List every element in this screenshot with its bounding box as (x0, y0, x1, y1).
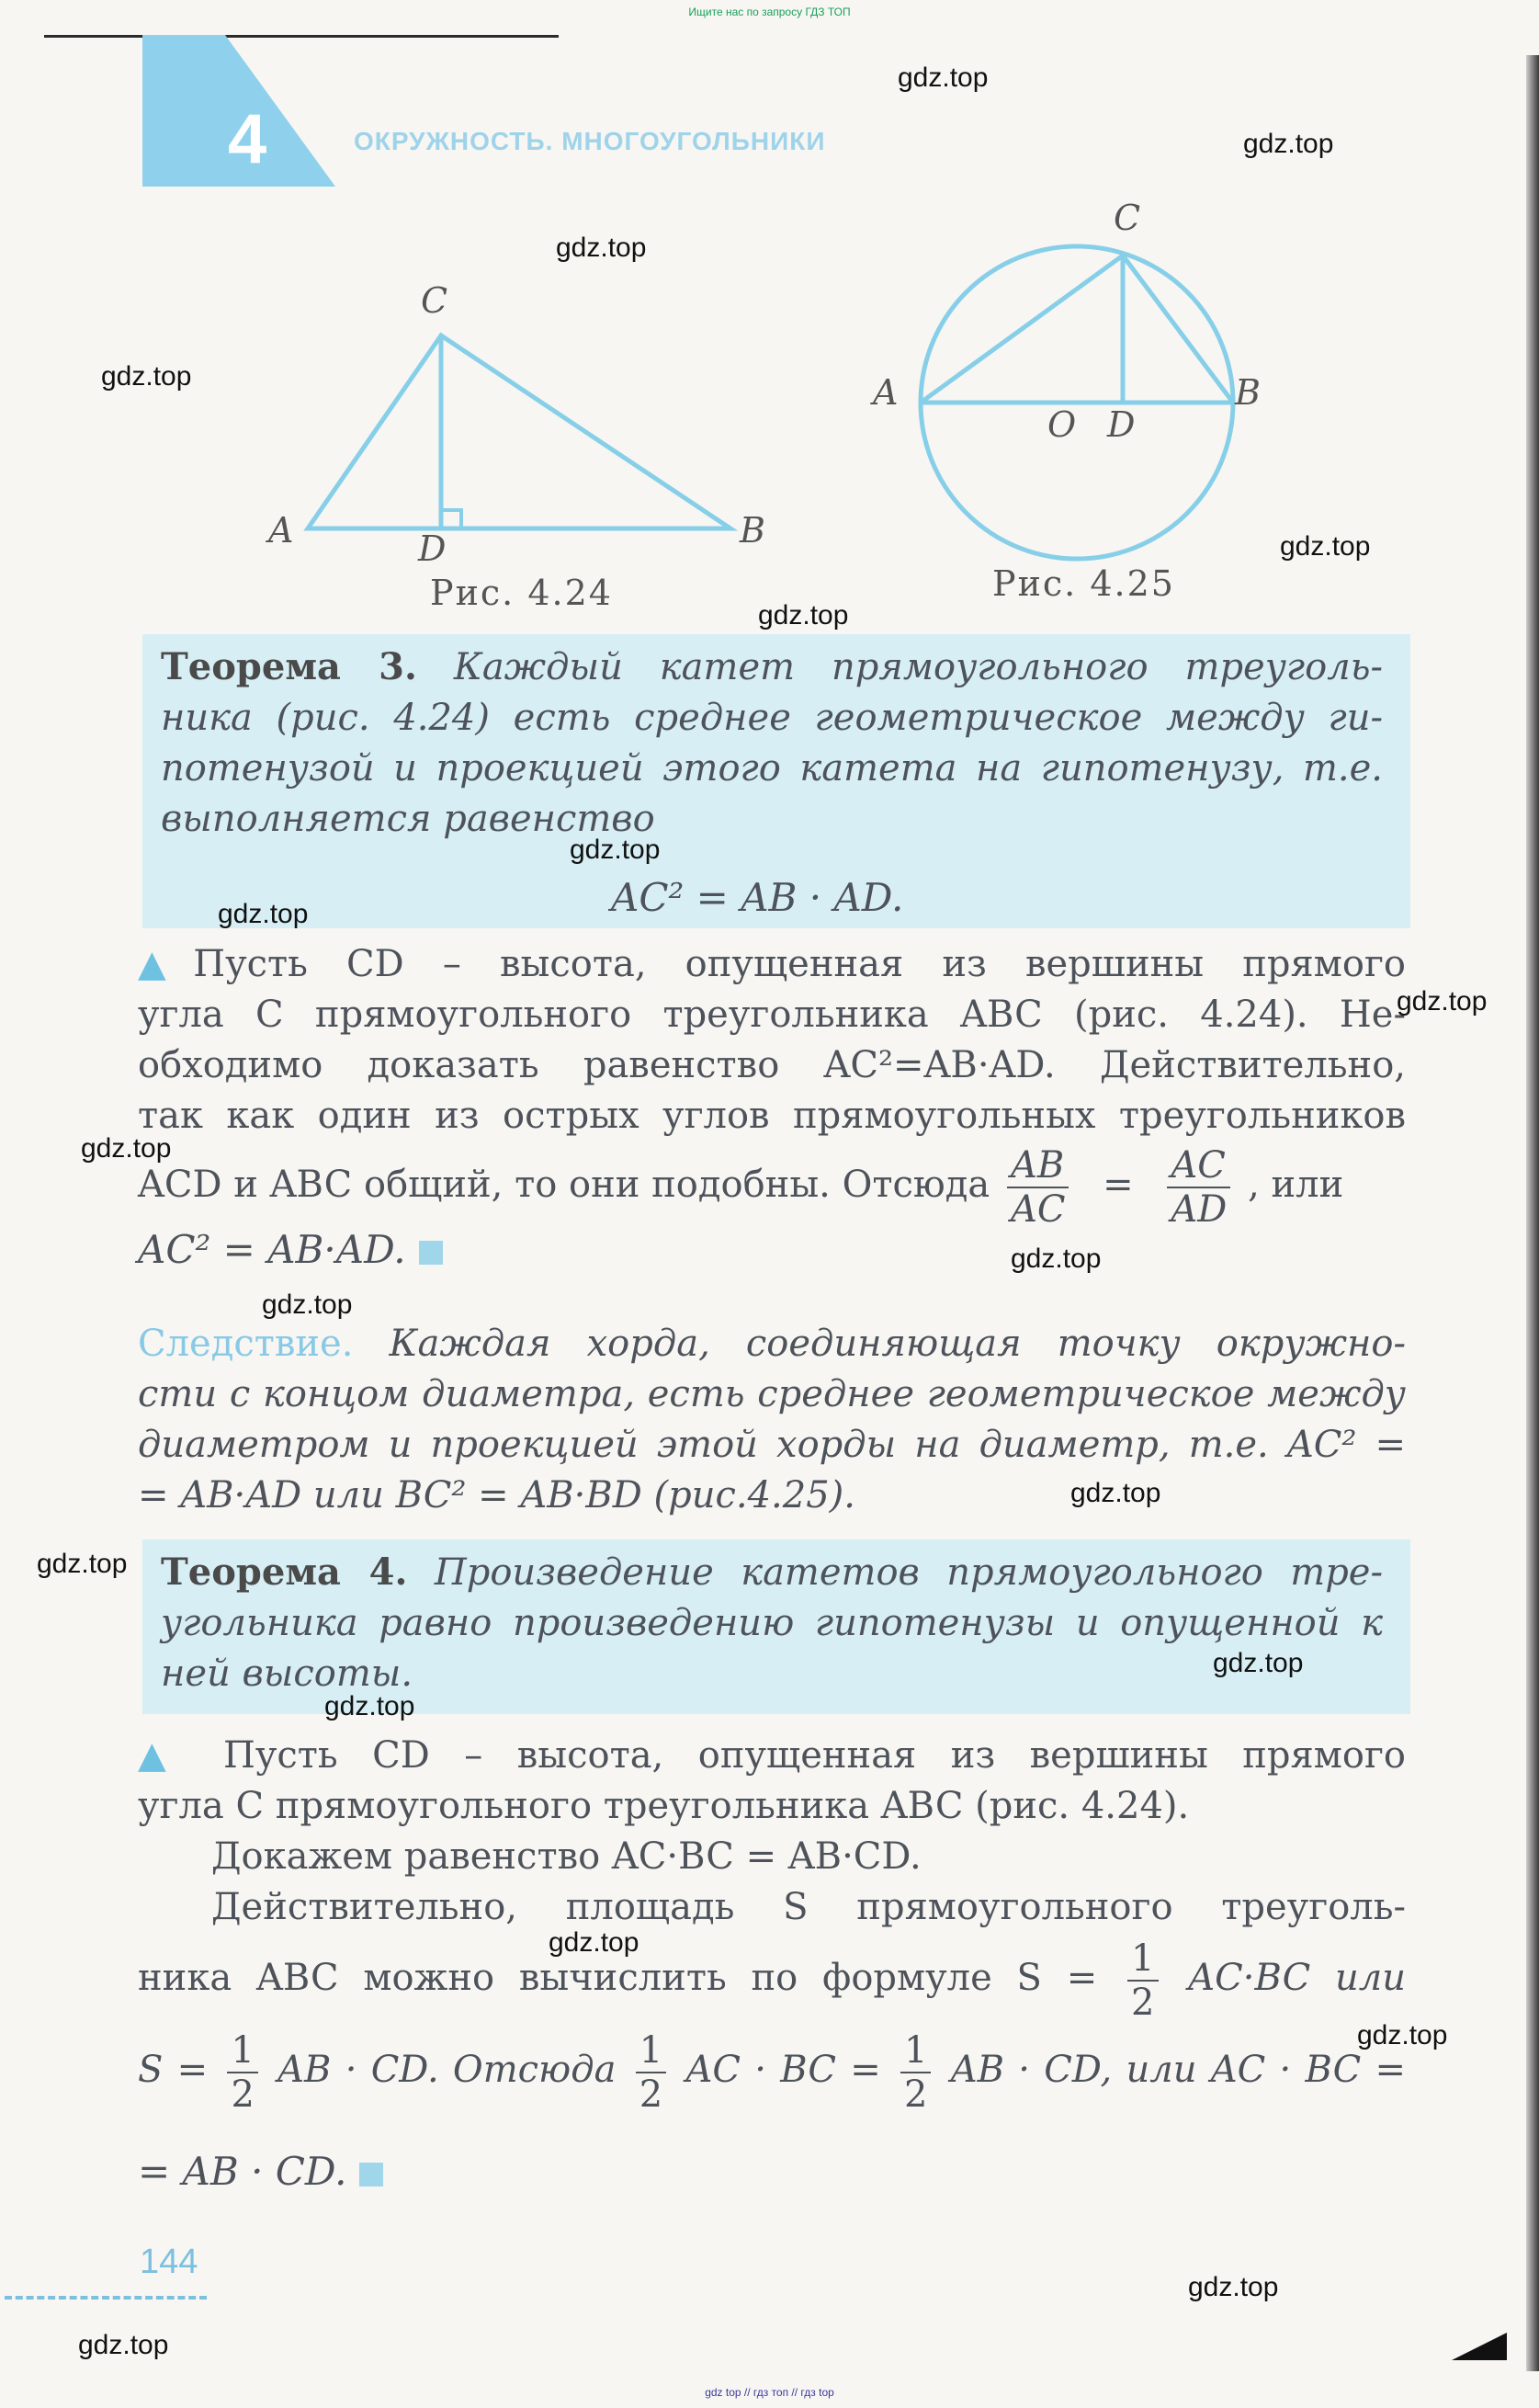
half4-num: 1 (900, 2029, 931, 2073)
proof-3-line-6-text: AC² = AB·AD. (138, 1227, 406, 1272)
figure-4-25 (854, 193, 1277, 579)
proof-4-line-2: угла C прямоугольного треугольника ABC (рис. 4.24). (138, 1785, 1190, 1827)
fraction-one-half-2 (227, 2029, 257, 2116)
theorem-3-line-4: выполняется равенство (161, 798, 655, 840)
proof-start-triangle-icon: ▲ (138, 943, 194, 985)
fig24-label-a: A (268, 510, 294, 551)
theorem-3-line-1: Каждый катет прямоугольного треуголь- (453, 646, 1383, 688)
half4-den: 2 (903, 2073, 928, 2116)
fraction-one-half-4 (900, 2029, 931, 2116)
page-number-dashed-rule (5, 2296, 207, 2300)
theorem-3-formula: AC² = AB · AD. (611, 875, 904, 920)
proof-3-line-3: обходимо доказать равенство AC²=AB·AD. Действительно, (138, 1044, 1406, 1086)
proof-4-line-6-a: S = (138, 2049, 209, 2091)
corollary-line-1: Каждая хорда, соединяющая точку окружно- (389, 1323, 1406, 1365)
figure-4-24 (248, 267, 781, 570)
theorem-4-line-3: ней высоты. (161, 1653, 413, 1695)
theorem-4-head: Теорема 4. (161, 1550, 408, 1594)
half-num: 1 (1127, 1937, 1158, 1982)
fig25-label-b: B (1235, 372, 1261, 413)
watermark: gdz.top (1188, 2272, 1279, 2302)
frac1-den: AC (1010, 1188, 1066, 1231)
page-spine-shadow (1526, 55, 1539, 2371)
fig24-label-d: D (418, 528, 447, 569)
proof-4-line-5-text: ника ABC можно вычислить по формуле S = (138, 1957, 1098, 1999)
proof-3-line-4: так как один из острых углов прямоугольных треугольников (138, 1095, 1406, 1137)
proof-4-line-7 (138, 2149, 383, 2194)
half-den: 2 (1131, 1982, 1155, 2024)
fraction-ab-ac (1007, 1144, 1069, 1231)
chapter-title: ОКРУЖНОСТЬ. МНОГОУГОЛЬНИКИ (354, 127, 826, 155)
bottom-banner[interactable]: gdz top // гдз топ // гдз top (705, 2386, 834, 2399)
corollary-line-4: = AB·AD или BC² = AB·BD (рис.4.25). (138, 1474, 855, 1516)
watermark: gdz.top (324, 1691, 415, 1721)
half2-den: 2 (231, 2073, 255, 2116)
proof-4-text (138, 1731, 1406, 1933)
theorem-3-head: Теорема 3. (161, 645, 417, 688)
watermark: gdz.top (556, 233, 647, 263)
watermark: gdz.top (1213, 1648, 1304, 1678)
watermark: gdz.top (1070, 1478, 1161, 1508)
corollary-head: Следствие. (138, 1323, 354, 1365)
top-banner[interactable]: Ищите нас по запросу ГДЗ ТОП (688, 6, 851, 18)
proof-4-line-6-d: AB · CD, или AC · BC = (950, 2049, 1406, 2091)
fig25-label-d: D (1107, 404, 1136, 445)
proof-3-line-6 (138, 1227, 443, 1272)
fraction-ac-ad (1167, 1144, 1230, 1231)
watermark: gdz.top (37, 1549, 128, 1579)
theorem-3-text (161, 642, 1383, 845)
watermark: gdz.top (898, 62, 989, 93)
watermark: gdz.top (1357, 2020, 1448, 2050)
page-number: 144 (140, 2243, 198, 2281)
watermark: gdz.top (78, 2330, 169, 2360)
theorem-4-text (161, 1547, 1383, 1699)
fig24-label-b: B (740, 510, 765, 551)
theorem-4-line-2: угольника равно произведению гипотенузы и опущенной к (161, 1602, 1383, 1644)
equals-sign: = (1103, 1164, 1134, 1206)
theorem-3-line-2: ника (рис. 4.24) есть среднее геометрическое между ги- (161, 697, 1383, 739)
proof-4-line-5-post: AC·BC или (1188, 1957, 1407, 1999)
watermark: gdz.top (1243, 129, 1334, 159)
frac2-den: AD (1171, 1188, 1228, 1231)
theorem-3-line-3: потенузой и проекцией этого катета на гипотенузу, т.е. (161, 747, 1383, 789)
watermark: gdz.top (1280, 531, 1371, 562)
watermark: gdz.top (549, 1927, 639, 1958)
proof-3-line-5-post: , или (1248, 1164, 1344, 1206)
watermark: gdz.top (1011, 1244, 1102, 1274)
fraction-one-half-3 (636, 2029, 666, 2116)
proof-4-line-4: Действительно, площадь S прямоугольного треуголь- (211, 1886, 1406, 1928)
fig25-label-a: A (873, 372, 899, 413)
watermark: gdz.top (570, 835, 661, 865)
half2-num: 1 (227, 2029, 257, 2073)
fig24-label-c: C (421, 280, 448, 321)
fig25-caption: Рис. 4.25 (992, 563, 1175, 604)
corollary-line-3: диаметром и проекцией этой хорды на диаметр, т.е. AC² = (138, 1424, 1406, 1466)
proof-end-square-icon (419, 1241, 443, 1265)
page-corner-mark (1452, 2333, 1507, 2360)
fig24-caption: Рис. 4.24 (430, 573, 613, 613)
half3-den: 2 (639, 2073, 663, 2116)
chapter-number: 4 (228, 100, 267, 178)
proof-3-line-2: угла C прямоугольного треугольника ABC (рис. 4.24). Не- (138, 994, 1406, 1036)
watermark: gdz.top (218, 899, 309, 929)
fig25-label-c: C (1114, 198, 1141, 238)
half3-num: 1 (636, 2029, 666, 2073)
proof-4-line-7-text: = AB · CD. (138, 2149, 347, 2194)
watermark: gdz.top (262, 1289, 353, 1320)
watermark: gdz.top (1397, 986, 1488, 1017)
proof-4-line-6-b: AB · CD. Отсюда (277, 2049, 617, 2091)
watermark: gdz.top (101, 361, 192, 392)
proof-3-text (138, 939, 1406, 1142)
proof-4-line-1: Пусть CD – высота, опущенная из вершины прямого (222, 1734, 1406, 1777)
theorem-4-line-1: Произведение катетов прямоугольного тре- (434, 1551, 1383, 1594)
proof-4-line-6 (138, 2029, 1406, 2116)
fig25-label-o: O (1047, 404, 1077, 445)
frac2-num: AC (1167, 1144, 1230, 1188)
proof-3-line-1: Пусть CD – высота, опущенная из вершины прямого (193, 943, 1406, 985)
fraction-one-half (1127, 1937, 1158, 2024)
frac1-num: AB (1007, 1144, 1069, 1188)
watermark: gdz.top (758, 600, 849, 630)
corollary-line-2: сти с концом диаметра, есть среднее геометрическое между (138, 1373, 1406, 1415)
proof-4-line-5 (138, 1937, 1406, 2024)
proof-3-line-5 (138, 1144, 1406, 1231)
proof-3-line-5-text: ACD и ABC общий, то они подобны. Отсюда (138, 1164, 990, 1206)
proof-4-end-square-icon (359, 2163, 383, 2187)
proof-4-line-6-c: AC · BC = (685, 2049, 881, 2091)
proof-4-line-3: Докажем равенство AC·BC = AB·CD. (211, 1835, 922, 1878)
proof-4-start-triangle-icon: ▲ (138, 1734, 223, 1777)
corollary-text (138, 1319, 1406, 1521)
watermark: gdz.top (81, 1133, 172, 1164)
